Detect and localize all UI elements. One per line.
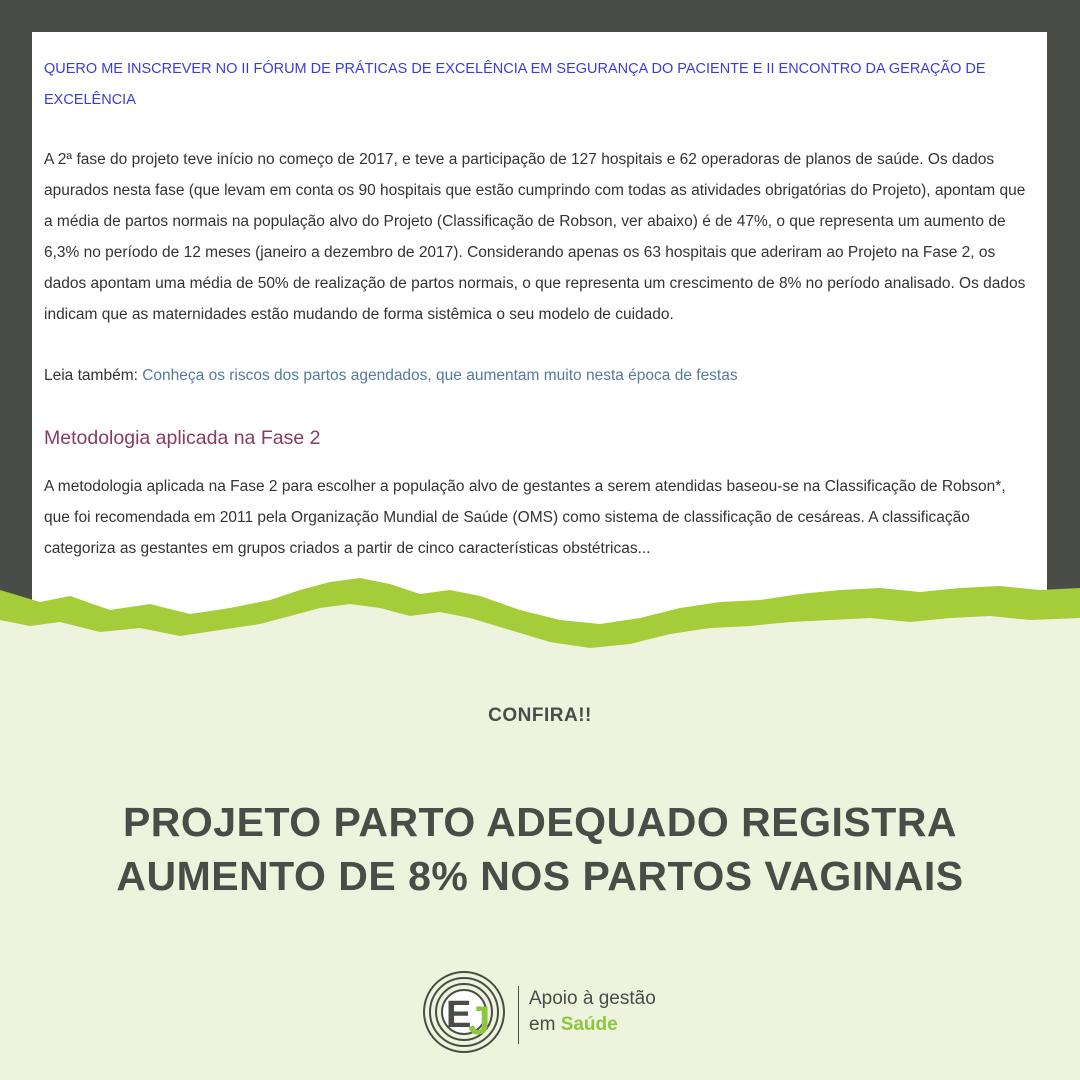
article-paragraph: A 2ª fase do projeto teve início no começo de 2017, e teve a participação de 127 hospitais e 62 operadoras de planos de saúde. Os dados apurados nesta fase (que levam em conta os 90 hospitais que estão cumprindo com todas as atividades obrigatórias do Projeto), apontam que a média de partos normais na população alvo do Projeto (Classificação de Robson, ver abaixo) é de 47%, o que representa um aumento de 6,3% no período de 12 meses (janeiro a dezembro de 2017). Considerando apenas os 63 hospitais que aderiram ao Projeto na Fase 2, os dados apontam uma média de 50% de realização de partos normais, o que representa um crescimento de 8% no período analisado. Os dados indicam que as maternidades estão mudando de forma sistêmica o seu modelo de cuidado. <box>44 151 1026 323</box>
ej-logo-icon <box>422 970 512 1060</box>
section-heading: Metodologia aplicada na Fase 2 <box>44 427 321 449</box>
read-also-link[interactable]: Conheça os riscos dos partos agendados, que aumentam muito nesta época de festas <box>142 367 738 384</box>
headline-line-2: AUMENTO DE 8% NOS PARTOS VAGINAIS <box>116 853 964 899</box>
read-also-label: Leia também: <box>44 367 143 384</box>
logo-line-2 <box>529 1014 618 1036</box>
kicker-text: CONFIRA!! <box>488 705 592 726</box>
forum-signup-link[interactable]: QUERO ME INSCREVER NO II FÓRUM DE PRÁTICAS DE EXCELÊNCIA EM SEGURANÇA DO PACIENTE E II ENCONTRO DA GERAÇÃO DE EXCELÊNCIA <box>44 61 986 108</box>
logo-divider <box>518 986 519 1044</box>
headline <box>0 795 1080 903</box>
logo-line-2-highlight: Saúde <box>560 1014 618 1035</box>
article-screenshot <box>32 32 1047 652</box>
read-also <box>44 360 1035 391</box>
logo-mark-j: J <box>468 999 491 1043</box>
headline-line-1: PROJETO PARTO ADEQUADO REGISTRA <box>122 799 958 845</box>
article-paragraph-2: A metodologia aplicada na Fase 2 para escolher a população alvo de gestantes a serem atendidas baseou-se na Classificação de Robson*, que foi recomendada em 2011 pela Organização Mundial de Saúde (OMS) como sistema de classificação de cesáreas. A classificação categoriza as gestantes em grupos criados a partir de cinco características obstétricas... <box>44 478 1006 557</box>
logo-line-2-prefix: em <box>529 1014 561 1035</box>
logo-mark-e: E <box>446 994 472 1036</box>
logo-line-1: Apoio à gestão <box>529 988 656 1009</box>
brand-logo <box>422 970 682 1060</box>
